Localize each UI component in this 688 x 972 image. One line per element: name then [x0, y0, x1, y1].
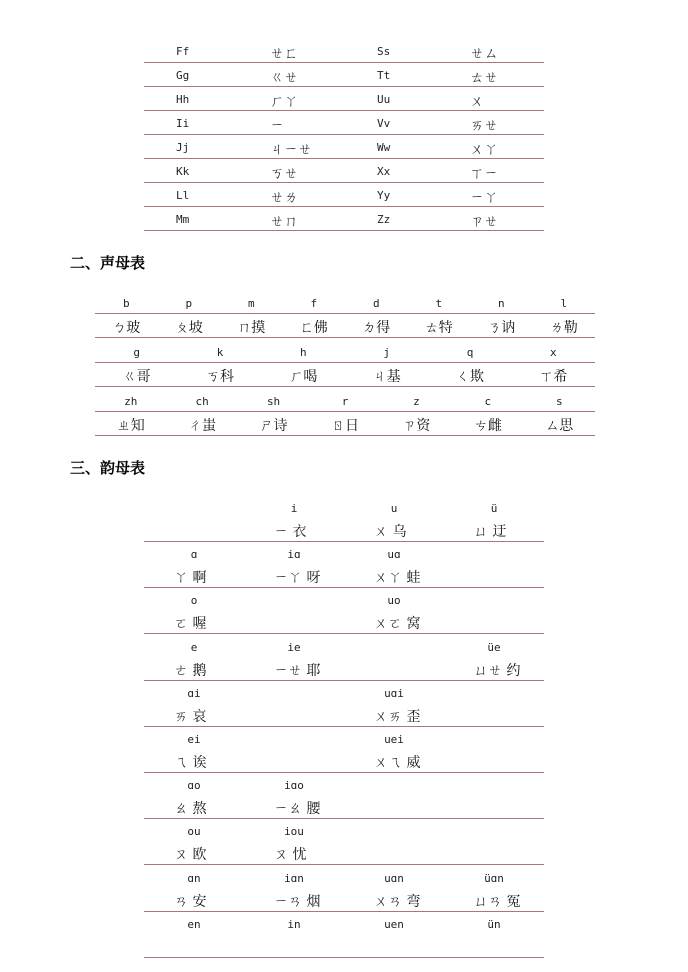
final-pinyin: ɑn — [187, 871, 201, 885]
initial-bopomofo: ㄗ资 — [402, 418, 431, 434]
table-rule — [95, 337, 595, 338]
initial-bopomofo: ㄅ玻 — [112, 320, 141, 336]
final-bopomofo: ㄧㄝ 耶 — [274, 662, 321, 679]
table-rule — [95, 313, 595, 314]
initial-pinyin: s — [555, 395, 563, 408]
table-rule — [144, 134, 544, 135]
final-bopomofo: ㄚ 啊 — [174, 570, 207, 587]
table-rule — [95, 411, 595, 412]
table-rule — [144, 86, 544, 87]
final-pinyin: iɑ — [287, 548, 301, 562]
final-bopomofo: ㄛ 喔 — [174, 616, 207, 633]
table-rule — [144, 110, 544, 111]
initial-bopomofo: ㄈ佛 — [299, 320, 328, 336]
alphabet-bopomofo: ㄨㄚ — [470, 142, 498, 158]
final-bopomofo: ㄨㄚ 蛙 — [374, 570, 421, 587]
final-bopomofo: ㄨ 乌 — [374, 524, 407, 540]
initial-bopomofo: ㄏ喝 — [289, 369, 318, 385]
alphabet-letter: Jj — [176, 141, 190, 154]
alphabet-letter: Ii — [176, 117, 190, 130]
initial-pinyin: c — [484, 395, 492, 408]
final-pinyin: u — [390, 502, 398, 515]
initial-bopomofo: ㄔ蚩 — [188, 418, 217, 434]
final-pinyin: uɑ — [387, 548, 401, 562]
initial-bopomofo: ㄙ思 — [545, 418, 574, 434]
final-pinyin: ün — [487, 917, 501, 931]
alphabet-bopomofo: ㄝㄈ — [270, 46, 298, 62]
initial-pinyin: t — [435, 297, 443, 310]
final-pinyin: ou — [187, 825, 201, 839]
initial-pinyin: p — [185, 297, 193, 310]
alphabet-bopomofo: ㄝㄇ — [270, 214, 298, 230]
table-rule — [144, 680, 544, 681]
initial-bopomofo: ㄉ得 — [362, 320, 391, 336]
table-rule — [144, 587, 544, 588]
initial-pinyin: z — [413, 395, 420, 408]
final-pinyin: ɑ — [190, 548, 198, 562]
final-bopomofo: ㄡ 忧 — [274, 847, 307, 864]
final-bopomofo: ㄧㄚ 呀 — [274, 570, 321, 587]
initial-pinyin: m — [247, 297, 255, 310]
table-rule — [144, 541, 544, 542]
initial-bopomofo: ㄋ讷 — [487, 320, 516, 336]
initial-pinyin: h — [300, 346, 307, 359]
alphabet-bopomofo: ㄒㄧ — [470, 166, 498, 182]
final-bopomofo: ㄧㄠ 腰 — [274, 801, 321, 818]
final-pinyin: ɑi — [187, 686, 201, 700]
alphabet-bopomofo: ㄊㄝ — [470, 70, 498, 86]
table-rule — [144, 911, 544, 912]
final-bopomofo: ㄠ 熬 — [174, 801, 207, 818]
final-bopomofo: ㄩ 迂 — [474, 524, 507, 540]
alphabet-bopomofo: ㄞㄝ — [470, 118, 498, 134]
alphabet-letter: Vv — [377, 117, 391, 130]
alphabet-letter: Ss — [377, 45, 391, 58]
initial-bopomofo: ㄑ欺 — [456, 369, 484, 385]
final-pinyin: iɑn — [284, 871, 304, 885]
alphabet-letter: Yy — [377, 189, 391, 202]
table-rule — [95, 362, 595, 363]
final-bopomofo: ㄡ 欧 — [174, 847, 207, 864]
table-rule — [144, 633, 544, 634]
initial-pinyin: g — [133, 346, 140, 359]
final-pinyin: in — [287, 917, 301, 931]
initial-pinyin: b — [122, 297, 130, 310]
alphabet-letter: Mm — [176, 213, 190, 226]
final-pinyin: üe — [487, 640, 501, 654]
alphabet-letter: Kk — [176, 165, 190, 178]
table-rule — [95, 386, 595, 387]
alphabet-letter: Tt — [377, 69, 391, 82]
table-rule — [144, 818, 544, 819]
final-pinyin: iɑo — [284, 779, 304, 793]
alphabet-letter: Gg — [176, 69, 190, 82]
initial-bopomofo: ㄖ日 — [331, 418, 359, 434]
alphabet-letter: Ll — [176, 189, 190, 202]
initial-bopomofo: ㄇ摸 — [237, 320, 266, 336]
initial-pinyin: sh — [266, 395, 281, 408]
final-bopomofo: ㄨㄢ 弯 — [374, 893, 421, 910]
final-pinyin: uen — [384, 917, 404, 931]
alphabet-bopomofo: ㄎㄝ — [270, 166, 298, 182]
final-bopomofo: ㄨㄛ 窝 — [374, 616, 421, 633]
initial-pinyin: k — [216, 346, 224, 359]
final-bopomofo: ㄟ 诶 — [174, 755, 207, 771]
final-bopomofo: ㄩㄢ 冤 — [474, 893, 521, 910]
alphabet-bopomofo: ㄍㄝ — [270, 70, 298, 86]
table-rule — [144, 864, 544, 865]
final-pinyin: ü — [490, 502, 498, 515]
final-pinyin: i — [290, 502, 298, 515]
initial-pinyin: q — [466, 346, 474, 359]
alphabet-bopomofo: ㄧㄚ — [470, 190, 498, 206]
alphabet-letter: Zz — [377, 213, 391, 226]
initial-pinyin: n — [497, 297, 505, 310]
alphabet-bopomofo: ㄐㄧㄝ — [270, 142, 312, 158]
initial-pinyin: f — [310, 297, 318, 310]
finals-heading: 三、韵母表 — [70, 459, 146, 477]
initial-pinyin: j — [383, 346, 390, 359]
alphabet-bopomofo: ㄗㄝ — [470, 214, 498, 230]
initial-pinyin: x — [550, 346, 557, 359]
final-pinyin: e — [190, 640, 198, 654]
initial-bopomofo: ㄒ希 — [539, 369, 568, 385]
initial-pinyin: d — [372, 297, 380, 310]
table-rule — [144, 206, 544, 207]
initial-bopomofo: ㄘ雌 — [473, 418, 502, 434]
final-pinyin: uei — [384, 733, 404, 746]
final-bopomofo: ㄧㄢ 烟 — [274, 893, 321, 910]
alphabet-letter: Uu — [377, 93, 391, 106]
final-pinyin: o — [190, 594, 198, 608]
initial-pinyin: zh — [124, 395, 138, 408]
final-pinyin: üɑn — [484, 871, 504, 885]
initial-pinyin: ch — [195, 395, 209, 408]
final-pinyin: ei — [187, 733, 201, 746]
initial-bopomofo: ㄓ知 — [116, 418, 145, 434]
alphabet-bopomofo: ㄨ — [470, 94, 484, 110]
table-rule — [144, 772, 544, 773]
alphabet-letter: Xx — [377, 165, 391, 178]
initial-bopomofo: ㄎ科 — [206, 369, 234, 385]
final-bopomofo: ㄜ 鹅 — [174, 662, 207, 679]
final-pinyin: ɑo — [187, 779, 201, 793]
initial-bopomofo: ㄐ基 — [372, 369, 401, 385]
alphabet-letter: Hh — [176, 93, 190, 106]
table-rule — [144, 957, 544, 958]
final-bopomofo: ㄨㄞ 歪 — [374, 708, 421, 725]
alphabet-bopomofo: ㄏㄚ — [270, 94, 298, 110]
initial-pinyin: r — [341, 395, 349, 408]
initials-heading: 二、声母表 — [70, 254, 146, 272]
table-rule — [144, 182, 544, 183]
initial-bopomofo: ㄊ特 — [424, 320, 453, 336]
table-rule — [95, 435, 595, 436]
alphabet-letter: Ww — [377, 141, 391, 154]
initial-bopomofo: ㄆ坡 — [174, 320, 203, 336]
final-bopomofo: ㄩㄝ 约 — [474, 662, 521, 679]
final-pinyin: ie — [287, 640, 301, 654]
final-bopomofo: ㄞ 哀 — [174, 708, 207, 725]
table-rule — [144, 62, 544, 63]
final-pinyin: uɑi — [384, 686, 404, 700]
table-rule — [144, 230, 544, 231]
alphabet-bopomofo: ㄝㄙ — [470, 46, 498, 62]
final-pinyin: uɑn — [384, 871, 404, 885]
final-bopomofo: ㄧ 衣 — [274, 524, 307, 540]
final-bopomofo: ㄢ 安 — [174, 893, 207, 910]
table-rule — [144, 726, 544, 727]
alphabet-letter: Ff — [176, 45, 190, 58]
table-rule — [144, 158, 544, 159]
final-pinyin: iou — [284, 825, 304, 839]
initial-pinyin: l — [560, 297, 568, 310]
alphabet-bopomofo: ㄝㄌ — [270, 190, 298, 206]
final-pinyin: en — [187, 917, 201, 931]
alphabet-bopomofo: ㄧ — [270, 118, 284, 134]
final-pinyin: uo — [387, 594, 401, 608]
initial-bopomofo: ㄕ诗 — [259, 418, 288, 434]
final-bopomofo: ㄨㄟ 威 — [374, 755, 421, 771]
initial-bopomofo: ㄍ哥 — [122, 369, 151, 385]
initial-bopomofo: ㄌ勒 — [549, 320, 578, 336]
